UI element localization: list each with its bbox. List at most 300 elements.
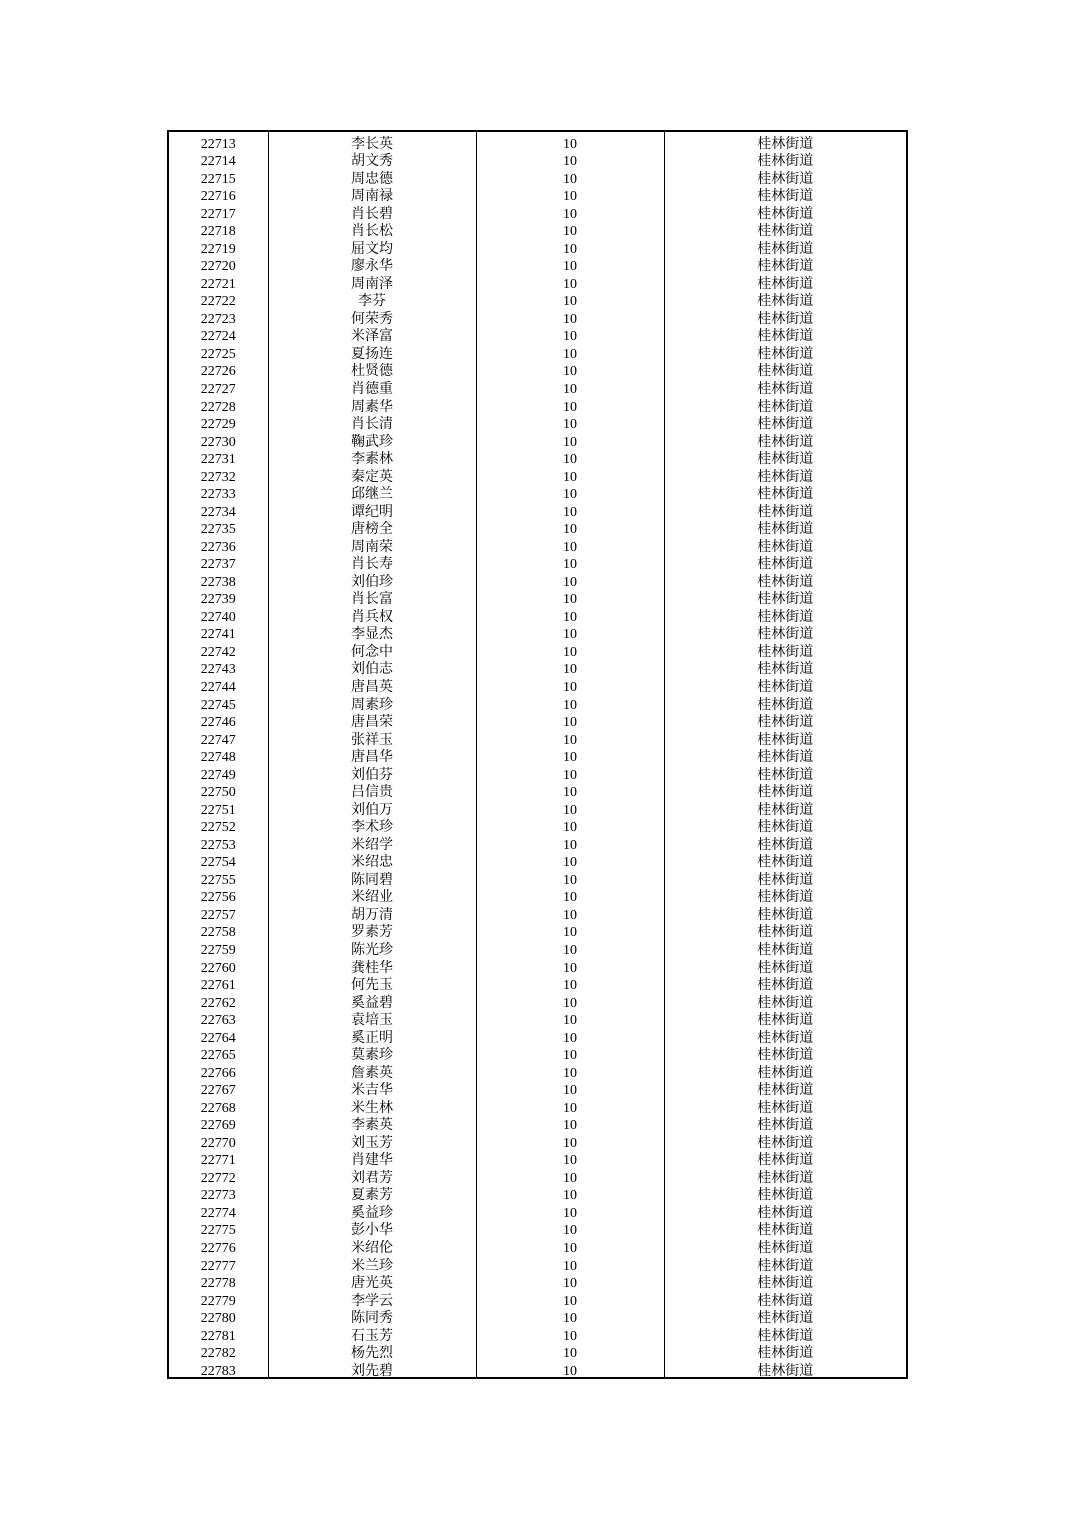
cell-street — [664, 868, 907, 886]
cell-amount-text: 10 — [563, 1293, 577, 1307]
cell-street — [664, 342, 907, 360]
cell-street-text: 桂林街道 — [757, 1241, 814, 1254]
table-row — [168, 798, 907, 816]
cell-street — [664, 553, 907, 571]
cell-street — [664, 640, 907, 658]
cell-street — [664, 886, 907, 904]
cell-amount — [476, 868, 664, 886]
cell-name — [268, 588, 476, 606]
cell-street — [664, 131, 907, 150]
cell-number-text: 22734 — [200, 504, 236, 518]
cell-number — [168, 237, 268, 255]
cell-name — [268, 185, 476, 203]
cell-street — [664, 693, 907, 711]
cell-number — [168, 921, 268, 939]
cell-amount-text: 10 — [563, 469, 577, 483]
cell-amount — [476, 623, 664, 641]
cell-number — [168, 360, 268, 378]
table-body — [168, 131, 907, 1378]
cell-name-text: 张祥玉 — [351, 732, 393, 746]
cell-number-text: 22742 — [200, 644, 236, 658]
cell-amount-text: 10 — [563, 960, 577, 974]
cell-name-text: 廖永华 — [351, 259, 393, 273]
cell-amount-text: 10 — [563, 802, 577, 816]
cell-street — [664, 1236, 907, 1254]
cell-street-text: 桂林街道 — [757, 820, 814, 834]
cell-amount-text: 10 — [563, 627, 577, 641]
cell-street-text: 桂林街道 — [757, 644, 814, 658]
cell-number — [168, 535, 268, 553]
cell-number — [168, 588, 268, 606]
cell-street — [664, 1184, 907, 1202]
cell-street — [664, 991, 907, 1009]
cell-name-text: 李芬 — [358, 294, 386, 308]
cell-amount-text: 10 — [563, 1030, 577, 1044]
cell-street — [664, 921, 907, 939]
cell-name — [268, 553, 476, 571]
cell-number — [168, 553, 268, 571]
cell-amount-text: 10 — [563, 1188, 577, 1202]
cell-street — [664, 938, 907, 956]
cell-amount-text: 10 — [563, 364, 577, 378]
cell-number — [168, 1079, 268, 1097]
cell-number-text: 22754 — [200, 855, 236, 869]
cell-name — [268, 1009, 476, 1027]
cell-street-text: 桂林街道 — [757, 890, 814, 904]
table-row — [168, 255, 907, 273]
cell-amount-text: 10 — [563, 294, 577, 308]
cell-number-text: 22713 — [200, 136, 236, 150]
cell-number-text: 22782 — [200, 1346, 236, 1360]
cell-name-text: 龚桂华 — [351, 960, 393, 974]
table-row — [168, 991, 907, 1009]
cell-street-text: 桂林街道 — [757, 1293, 814, 1307]
cell-number-text: 22769 — [200, 1118, 236, 1132]
cell-amount — [476, 1026, 664, 1044]
cell-number — [168, 728, 268, 746]
cell-number-text: 22773 — [200, 1188, 236, 1202]
cell-amount — [476, 746, 664, 764]
cell-name — [268, 395, 476, 413]
cell-name — [268, 255, 476, 273]
cell-street — [664, 237, 907, 255]
cell-name — [268, 711, 476, 729]
cell-number — [168, 640, 268, 658]
cell-street — [664, 763, 907, 781]
cell-amount — [476, 1184, 664, 1202]
cell-amount — [476, 1044, 664, 1062]
cell-amount — [476, 886, 664, 904]
cell-number — [168, 483, 268, 501]
cell-number-text: 22717 — [200, 206, 236, 220]
cell-amount-text: 10 — [563, 715, 577, 729]
cell-amount — [476, 693, 664, 711]
cell-street-text: 桂林街道 — [757, 224, 814, 238]
cell-amount — [476, 1219, 664, 1237]
table-row — [168, 781, 907, 799]
cell-name-text: 胡文秀 — [351, 154, 393, 168]
cell-amount — [476, 272, 664, 290]
cell-number-text: 22757 — [200, 907, 236, 921]
cell-number-text: 22727 — [200, 381, 236, 395]
cell-number-text: 22728 — [200, 399, 236, 413]
cell-number — [168, 903, 268, 921]
cell-number — [168, 991, 268, 1009]
cell-amount-text: 10 — [563, 890, 577, 904]
cell-number — [168, 413, 268, 431]
cell-name-text: 肖长碧 — [351, 206, 393, 220]
cell-number-text: 22714 — [200, 154, 236, 168]
table-row — [168, 1096, 907, 1114]
cell-street — [664, 255, 907, 273]
cell-number — [168, 1044, 268, 1062]
cell-amount-text: 10 — [563, 1311, 577, 1325]
cell-number — [168, 342, 268, 360]
cell-number — [168, 763, 268, 781]
cell-name-text: 邱继兰 — [351, 487, 393, 501]
cell-number-text: 22761 — [200, 978, 236, 992]
cell-number — [168, 1131, 268, 1149]
cell-amount — [476, 1079, 664, 1097]
cell-number-text: 22771 — [200, 1153, 236, 1167]
cell-street-text: 桂林街道 — [757, 452, 814, 466]
cell-name-text: 何先玉 — [351, 978, 393, 992]
cell-number — [168, 500, 268, 518]
cell-name — [268, 1342, 476, 1360]
cell-name — [268, 1219, 476, 1237]
cell-amount-text: 10 — [563, 1065, 577, 1079]
cell-name — [268, 1184, 476, 1202]
cell-number — [168, 1201, 268, 1219]
cell-number-text: 22781 — [200, 1328, 236, 1342]
cell-amount-text: 10 — [563, 1328, 577, 1342]
cell-street — [664, 1342, 907, 1360]
cell-number — [168, 851, 268, 869]
cell-name — [268, 1236, 476, 1254]
cell-number-text: 22731 — [200, 452, 236, 466]
cell-name — [268, 570, 476, 588]
cell-number — [168, 430, 268, 448]
cell-name — [268, 868, 476, 886]
cell-amount-text: 10 — [563, 872, 577, 886]
table-row — [168, 1307, 907, 1325]
cell-name-text: 李素英 — [351, 1118, 393, 1132]
cell-name-text: 刘先碧 — [351, 1363, 393, 1378]
cell-name-text: 胡万清 — [351, 907, 393, 921]
cell-number — [168, 623, 268, 641]
cell-amount-text: 10 — [563, 1205, 577, 1219]
cell-amount — [476, 1307, 664, 1325]
cell-number-text: 22739 — [200, 592, 236, 606]
cell-amount-text: 10 — [563, 1013, 577, 1027]
cell-number — [168, 202, 268, 220]
cell-number-text: 22779 — [200, 1293, 236, 1307]
cell-name-text: 肖长清 — [351, 417, 393, 431]
cell-number-text: 22726 — [200, 364, 236, 378]
cell-street — [664, 150, 907, 168]
table-row — [168, 1201, 907, 1219]
cell-name — [268, 903, 476, 921]
cell-amount — [476, 255, 664, 273]
cell-number — [168, 325, 268, 343]
cell-street-text: 桂林街道 — [757, 1100, 814, 1114]
cell-number — [168, 1236, 268, 1254]
cell-number-text: 22751 — [200, 802, 236, 816]
cell-street-text: 桂林街道 — [757, 1328, 814, 1342]
cell-amount-text: 10 — [563, 452, 577, 466]
cell-number — [168, 956, 268, 974]
cell-number — [168, 693, 268, 711]
cell-amount-text: 10 — [563, 820, 577, 834]
cell-name-text: 周南禄 — [351, 189, 393, 203]
table-row — [168, 675, 907, 693]
cell-name-text: 石玉芳 — [351, 1328, 393, 1342]
cell-name-text: 肖长富 — [351, 592, 393, 606]
cell-amount — [476, 1009, 664, 1027]
table-row — [168, 693, 907, 711]
cell-street — [664, 1079, 907, 1097]
cell-name-text: 陈同碧 — [351, 872, 393, 886]
cell-number-text: 22753 — [200, 837, 236, 851]
cell-name — [268, 921, 476, 939]
cell-street-text: 桂林街道 — [757, 522, 814, 536]
cell-number-text: 22756 — [200, 890, 236, 904]
cell-name — [268, 816, 476, 834]
table-row — [168, 1149, 907, 1167]
cell-street-text: 桂林街道 — [757, 329, 814, 343]
cell-street-text: 桂林街道 — [757, 539, 814, 553]
cell-amount-text: 10 — [563, 942, 577, 956]
cell-name — [268, 220, 476, 238]
cell-name — [268, 1201, 476, 1219]
cell-number-text: 22747 — [200, 732, 236, 746]
cell-amount — [476, 202, 664, 220]
cell-street — [664, 903, 907, 921]
cell-amount-text: 10 — [563, 837, 577, 851]
cell-name-text: 李术珍 — [351, 820, 393, 834]
table-row — [168, 185, 907, 203]
cell-amount — [476, 763, 664, 781]
cell-amount — [476, 220, 664, 238]
cell-number-text: 22758 — [200, 925, 236, 939]
cell-amount-text: 10 — [563, 1083, 577, 1097]
cell-number-text: 22725 — [200, 346, 236, 360]
cell-street-text: 桂林街道 — [757, 1118, 814, 1132]
cell-amount — [476, 991, 664, 1009]
cell-name-text: 詹素英 — [351, 1065, 393, 1079]
cell-name-text: 莫素珍 — [351, 1048, 393, 1062]
table-row — [168, 974, 907, 992]
cell-name-text: 奚益碧 — [351, 995, 393, 1009]
cell-street — [664, 272, 907, 290]
cell-amount — [476, 1149, 664, 1167]
cell-street — [664, 430, 907, 448]
cell-amount — [476, 1201, 664, 1219]
cell-name-text: 夏扬连 — [351, 346, 393, 360]
cell-name — [268, 675, 476, 693]
cell-name — [268, 342, 476, 360]
table-row — [168, 816, 907, 834]
cell-name-text: 屈文均 — [351, 241, 393, 255]
table-row — [168, 272, 907, 290]
cell-street-text: 桂林街道 — [757, 837, 814, 851]
cell-street — [664, 290, 907, 308]
cell-street — [664, 1061, 907, 1079]
cell-amount-text: 10 — [563, 1258, 577, 1272]
cell-street-text: 桂林街道 — [757, 855, 814, 869]
cell-amount-text: 10 — [563, 154, 577, 168]
cell-amount — [476, 307, 664, 325]
cell-amount — [476, 570, 664, 588]
cell-number-text: 22777 — [200, 1258, 236, 1272]
cell-number — [168, 167, 268, 185]
cell-amount — [476, 1324, 664, 1342]
cell-street-text: 桂林街道 — [757, 399, 814, 413]
cell-street-text: 桂林街道 — [757, 960, 814, 974]
cell-amount-text: 10 — [563, 189, 577, 203]
cell-name-text: 李素林 — [351, 452, 393, 466]
cell-amount-text: 10 — [563, 487, 577, 501]
table-row — [168, 763, 907, 781]
table-row — [168, 500, 907, 518]
cell-name-text: 唐昌荣 — [351, 715, 393, 729]
cell-number-text: 22741 — [200, 627, 236, 641]
cell-street — [664, 798, 907, 816]
cell-street — [664, 465, 907, 483]
cell-number — [168, 255, 268, 273]
table-row — [168, 746, 907, 764]
cell-number-text: 22750 — [200, 785, 236, 799]
cell-street-text: 桂林街道 — [757, 627, 814, 641]
table-row — [168, 465, 907, 483]
cell-name-text: 米绍学 — [351, 837, 393, 851]
cell-street — [664, 746, 907, 764]
cell-street-text: 桂林街道 — [757, 1311, 814, 1325]
cell-name-text: 刘伯万 — [351, 802, 393, 816]
cell-amount — [476, 1114, 664, 1132]
cell-street-text: 桂林街道 — [757, 241, 814, 255]
cell-street — [664, 1324, 907, 1342]
cell-amount-text: 10 — [563, 276, 577, 290]
cell-number-text: 22722 — [200, 294, 236, 308]
cell-name-text: 米泽富 — [351, 329, 393, 343]
cell-number — [168, 781, 268, 799]
cell-street — [664, 413, 907, 431]
cell-amount — [476, 325, 664, 343]
cell-number — [168, 938, 268, 956]
cell-number — [168, 798, 268, 816]
cell-number — [168, 220, 268, 238]
cell-street — [664, 1272, 907, 1290]
cell-number-text: 22737 — [200, 557, 236, 571]
cell-amount — [476, 167, 664, 185]
cell-street — [664, 728, 907, 746]
cell-name — [268, 1026, 476, 1044]
table-row — [168, 868, 907, 886]
cell-street-text: 桂林街道 — [757, 995, 814, 1009]
cell-amount-text: 10 — [563, 767, 577, 781]
cell-name — [268, 535, 476, 553]
cell-street-text: 桂林街道 — [757, 662, 814, 676]
cell-amount-text: 10 — [563, 925, 577, 939]
cell-number-text: 22775 — [200, 1223, 236, 1237]
table-row — [168, 588, 907, 606]
cell-name — [268, 430, 476, 448]
cell-amount — [476, 483, 664, 501]
cell-amount-text: 10 — [563, 1100, 577, 1114]
cell-name — [268, 1324, 476, 1342]
cell-name — [268, 851, 476, 869]
cell-name — [268, 1096, 476, 1114]
cell-street — [664, 325, 907, 343]
cell-number-text: 22774 — [200, 1205, 236, 1219]
cell-number — [168, 570, 268, 588]
cell-street-text: 桂林街道 — [757, 1223, 814, 1237]
cell-name — [268, 658, 476, 676]
cell-amount-text: 10 — [563, 1223, 577, 1237]
cell-name-text: 米吉华 — [351, 1083, 393, 1097]
cell-number-text: 22770 — [200, 1135, 236, 1149]
cell-amount — [476, 377, 664, 395]
cell-number — [168, 518, 268, 536]
cell-name-text: 肖兵权 — [351, 609, 393, 623]
cell-amount-text: 10 — [563, 1153, 577, 1167]
cell-name-text: 吕信贵 — [351, 785, 393, 799]
cell-name-text: 周南泽 — [351, 276, 393, 290]
cell-street — [664, 1009, 907, 1027]
cell-number-text: 22764 — [200, 1030, 236, 1044]
cell-street — [664, 1026, 907, 1044]
cell-street — [664, 588, 907, 606]
cell-street-text: 桂林街道 — [757, 189, 814, 203]
cell-name — [268, 798, 476, 816]
cell-amount — [476, 921, 664, 939]
cell-street — [664, 605, 907, 623]
cell-number-text: 22745 — [200, 697, 236, 711]
cell-name — [268, 623, 476, 641]
cell-street-text: 桂林街道 — [757, 680, 814, 693]
cell-number — [168, 1219, 268, 1237]
cell-name — [268, 1079, 476, 1097]
cell-amount — [476, 956, 664, 974]
cell-street-text: 桂林街道 — [757, 1363, 814, 1378]
cell-name — [268, 377, 476, 395]
cell-number-text: 22752 — [200, 820, 236, 834]
cell-number — [168, 1096, 268, 1114]
cell-street — [664, 500, 907, 518]
cell-number-text: 22729 — [200, 417, 236, 431]
cell-number-text: 22749 — [200, 767, 236, 781]
cell-street — [664, 816, 907, 834]
cell-street-text: 桂林街道 — [757, 1030, 814, 1044]
table-row — [168, 290, 907, 308]
cell-number-text: 22735 — [200, 522, 236, 536]
cell-amount — [476, 605, 664, 623]
cell-name — [268, 307, 476, 325]
cell-street-text: 桂林街道 — [757, 259, 814, 273]
cell-name — [268, 781, 476, 799]
cell-number — [168, 1324, 268, 1342]
cell-street — [664, 535, 907, 553]
cell-amount — [476, 1096, 664, 1114]
cell-name — [268, 500, 476, 518]
cell-amount-text: 10 — [563, 978, 577, 992]
cell-amount-text: 10 — [563, 241, 577, 255]
table-row — [168, 1166, 907, 1184]
cell-amount-text: 10 — [563, 171, 577, 185]
cell-street-text: 桂林街道 — [757, 609, 814, 623]
cell-name — [268, 167, 476, 185]
